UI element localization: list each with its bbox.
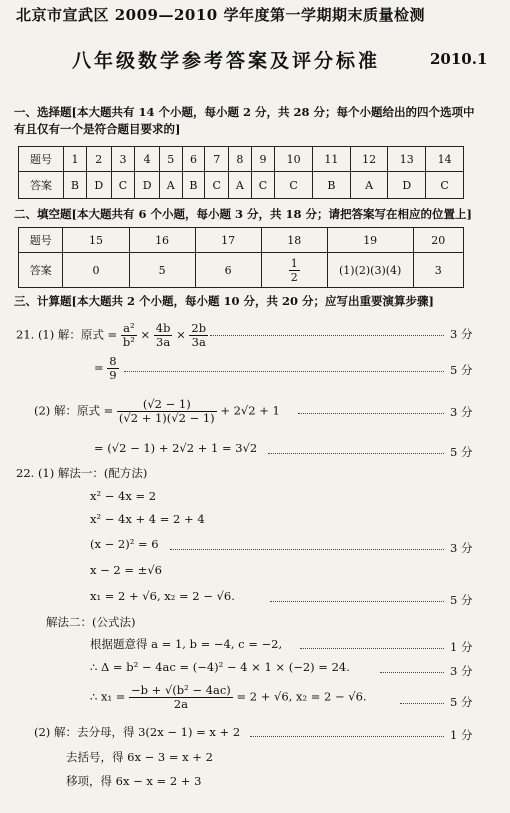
answer-cell: B (182, 172, 205, 199)
leader-dots (268, 453, 444, 454)
question-number-cell: 5 (160, 147, 183, 172)
leader-dots (298, 413, 444, 414)
q22-step: ∴ x₁ = $\frac{\text{−b + √(b² − 4ac)}}{2a}$ = 2 + √6, x₂ = 2 − √6. (90, 683, 367, 711)
document-date: 2010.1 (430, 50, 488, 68)
score-label: 5 分 (450, 363, 473, 377)
fraction: $\frac{8}{9}$ (109, 354, 117, 382)
question-number-cell: 9 (251, 147, 275, 172)
question-number-cell: 17 (195, 228, 261, 253)
q21-1-line1: 21. (1) 解：原式 = $\frac{\text{a²}}{\text{b²}}$ × $\frac{4b}{3a}$ × $\frac{2b}{3a}$ (16, 321, 207, 349)
leader-dots (210, 335, 444, 336)
leader-dots (124, 371, 444, 372)
answer-cell: D (135, 172, 160, 199)
fraction: $\frac{\text{−b + √(b² − 4ac)}}{2a}$ (131, 683, 231, 711)
answer-cell: A (229, 172, 252, 199)
answer-cell: A (350, 172, 388, 199)
question-number-cell: 19 (327, 228, 413, 253)
q22-1-heading: 22. (1) 解法一：(配方法) (16, 466, 148, 480)
q22-step: x₁ = 2 + √6, x₂ = 2 − √6. (90, 589, 235, 603)
answer-cell: B (313, 172, 351, 199)
answer-cell: C (251, 172, 275, 199)
score-label: 3 分 (450, 664, 473, 678)
section1-heading: 一、选择题[本大题共有 14 个小题，每小题 2 分，共 28 分；每个小题给出的四个选项中有且仅有一个是符合题目要求的] (14, 105, 475, 136)
q22-step: x − 2 = ±√6 (90, 563, 162, 577)
answer-cell: C (426, 172, 464, 199)
q21-1-line2: = $\frac{8}{9}$ (94, 354, 117, 382)
question-number-cell: 4 (135, 147, 160, 172)
question-number-cell: 6 (182, 147, 205, 172)
q22-method2-heading: 解法二：(公式法) (46, 615, 136, 629)
question-number-cell: 15 (63, 228, 129, 253)
score-label: 3 分 (450, 405, 473, 419)
row-label-answer: 答案 (19, 253, 63, 288)
question-number-cell: 8 (229, 147, 252, 172)
exam-org-title: 北京市宣武区 2009—2010 学年度第一学期期末质量检测 (16, 6, 425, 24)
leader-dots (170, 549, 444, 550)
fraction: $\frac{4b}{3a}$ (155, 321, 171, 349)
fill-answer-table (18, 227, 464, 288)
score-label: 5 分 (450, 593, 473, 607)
leader-dots (300, 648, 444, 649)
section2-heading: 二、填空题[本大题共有 6 个小题，每小题 3 分，共 18 分；请把答案写在相应的位置上] (14, 207, 472, 221)
answer-cell: B (64, 172, 87, 199)
question-number-cell: 16 (129, 228, 195, 253)
answer-cell: C (111, 172, 135, 199)
row-label-number: 题号 (19, 228, 63, 253)
answer-cell: 5 (129, 253, 195, 288)
section3-heading: 三、计算题[本大题共 2 个小题，每小题 10 分，共 20 分；应写出重要演算步骤] (14, 294, 434, 308)
table-row-numbers (19, 228, 464, 253)
question-number-cell: 11 (313, 147, 351, 172)
document-title: 八年级数学参考答案及评分标准 (72, 50, 381, 72)
answer-cell: 6 (195, 253, 261, 288)
q22-2-line3: 移项，得 6x − x = 2 + 3 (66, 774, 202, 788)
answer-cell: D (388, 172, 426, 199)
q21-2-line1: (2) 解：原式 = $\frac{(√2 - 1)}{(√2 + 1)(√2 - 1)}$ + 2√2 + 1 (34, 397, 280, 425)
question-number-cell: 2 (86, 147, 111, 172)
answer-cell: C (205, 172, 229, 199)
score-label: 5 分 (450, 445, 473, 459)
q22-step: x² − 4x = 2 (90, 489, 157, 503)
question-number-cell: 18 (261, 228, 327, 253)
score-label: 1 分 (450, 640, 473, 654)
leader-dots (400, 703, 444, 704)
table-row-numbers (19, 147, 464, 172)
score-label: 3 分 (450, 327, 473, 341)
q22-step: (x − 2)² = 6 (90, 537, 159, 551)
question-number-cell: 7 (205, 147, 229, 172)
question-number-cell: 20 (413, 228, 463, 253)
q21-2-line2: = (√2 − 1) + 2√2 + 1 = 3√2 (94, 441, 258, 455)
q22-step: x² − 4x + 4 = 2 + 4 (90, 512, 205, 526)
table-row-answers (19, 253, 464, 288)
answer-cell: 0 (63, 253, 129, 288)
question-number-cell: 10 (275, 147, 313, 172)
score-label: 5 分 (450, 695, 473, 709)
question-number-cell: 13 (388, 147, 426, 172)
answer-cell: A (160, 172, 183, 199)
leader-dots (270, 601, 444, 602)
row-label-answer: 答案 (19, 172, 64, 199)
question-number-cell: 1 (64, 147, 87, 172)
fraction: $\frac{\text{a²}}{\text{b²}}$ (122, 321, 135, 349)
q22-step: ∴ Δ = b² − 4ac = (−4)² − 4 × 1 × (−2) = 24. (90, 660, 350, 674)
score-label: 3 分 (450, 541, 473, 555)
answer-cell: (1)(2)(3)(4) (327, 253, 413, 288)
answer-cell: C (275, 172, 313, 199)
choice-answer-table (18, 146, 464, 199)
table-row-answers (19, 172, 464, 199)
question-number-cell: 12 (350, 147, 388, 172)
q22-2-line2: 去括号，得 6x − 3 = x + 2 (66, 750, 213, 764)
leader-dots (380, 672, 444, 673)
answer-cell: 3 (413, 253, 463, 288)
question-number-cell: 14 (426, 147, 464, 172)
question-number-cell: 3 (111, 147, 135, 172)
q22-step: 根据题意得 a = 1, b = −4, c = −2, (90, 637, 283, 651)
fraction: $\frac{2b}{3a}$ (191, 321, 207, 349)
row-label-number: 题号 (19, 147, 64, 172)
answer-cell: D (86, 172, 111, 199)
q22-2-line1: (2) 解：去分母，得 3(2x − 1) = x + 2 (34, 725, 241, 739)
score-label: 1 分 (450, 728, 473, 742)
fraction: $\frac{(√2 - 1)}{(√2 + 1)(√2 - 1)}$ (118, 397, 215, 425)
leader-dots (250, 736, 444, 737)
answer-cell: $\frac{1}{2}$ (261, 253, 327, 288)
